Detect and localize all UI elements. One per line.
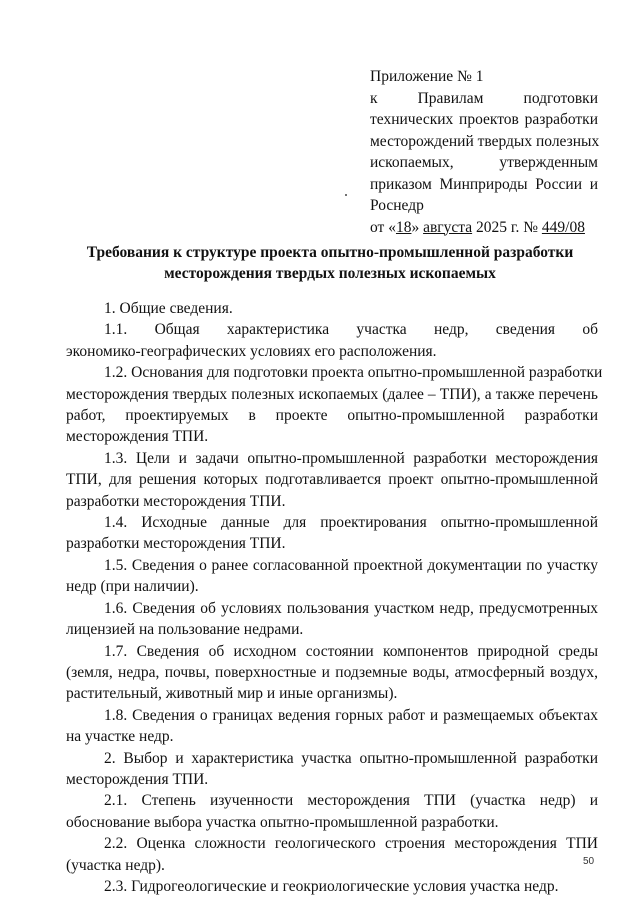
body-line: 1.4. Исходные данные для проектирования опытно-промышленной (104, 514, 598, 532)
document-body (66, 298, 603, 897)
annex-title: Приложение № 1 (370, 68, 484, 85)
annex-year: 2025 г. № (472, 218, 542, 236)
body-line: работ, проектируемых в проекте опытно-промышленной разработки (66, 407, 598, 425)
page-number: 50 (583, 856, 595, 867)
body-line: разработки месторождения ТПИ. (66, 492, 286, 510)
annex-date (370, 217, 598, 239)
annex-number: 449/08 (541, 218, 585, 236)
annex-date-prefix: от « (370, 218, 396, 236)
body-line: разработки месторождения ТПИ. (66, 535, 286, 553)
body-line: 1. Общие сведения. (104, 300, 233, 317)
body-line: 2.3. Гидрогеологические и геокриологические условия участка недр. (104, 877, 559, 895)
body-line: 1.5. Сведения о ранее согласованной проектной документации по участку (104, 556, 598, 574)
annex-line: ископаемых, утвержденным (370, 154, 598, 171)
body-line: 2.1. Степень изученности месторождения ТПИ (участка недр) и (104, 792, 598, 810)
body-line: обоснование выбора участка опытно-промышленной разработки. (66, 813, 499, 831)
body-line: 1.8. Сведения о границах ведения горных работ и размещаемых объектах (104, 706, 598, 724)
body-line: 2.2. Оценка сложности геологического строения месторождения ТПИ (104, 835, 598, 853)
annex-line: к Правилам подготовки (370, 89, 598, 107)
title-line: Требования к структуре проекта опытно-промышленной разработки (86, 244, 574, 261)
title-line: месторождения твердых полезных ископаемых (164, 265, 496, 282)
annex-block (370, 66, 598, 238)
annex-date-mid: » (411, 218, 424, 236)
body-line: на участке недр. (66, 728, 174, 746)
body-line: 2. Выбор и характеристика участка опытно-промышленной разработки (104, 749, 598, 767)
annex-day: 18 (395, 218, 412, 236)
body-line: месторождения твердых полезных ископаемых (далее – ТПИ), а также перечень (66, 385, 598, 403)
scan-speck (345, 194, 347, 196)
annex-line: приказом Минприроды России и (370, 175, 598, 193)
body-line: недр (при наличии). (66, 578, 199, 596)
body-line: ТПИ, для решения которых подготавливается проект опытно-промышленной (66, 471, 598, 489)
body-line: 1.6. Сведения об условиях пользования участком недр, предусмотренных (104, 599, 598, 617)
body-line: лицензией на пользование недрами. (66, 621, 304, 639)
body-line: 1.2. Основания для подготовки проекта опытно-промышленной разработки (104, 364, 603, 382)
body-line: месторождения ТПИ. (66, 770, 209, 788)
annex-line: Роснедр (370, 197, 424, 214)
body-line: (участка недр). (66, 856, 165, 874)
body-line: 1.3. Цели и задачи опытно-промышленной разработки месторождения (104, 449, 598, 467)
body-line: месторождения ТПИ. (66, 428, 209, 446)
annex-line: технических проектов разработки (370, 111, 598, 128)
body-line: 1.7. Сведения об исходном состоянии компонентов природной среды (104, 642, 598, 660)
document-title (60, 242, 600, 284)
body-line: 1.1. Общая характеристика участка недр, сведения об (104, 321, 598, 339)
body-line: растительный, животный мир и иные организмы). (66, 685, 398, 703)
body-line: (земля, недра, почвы, поверхностные и подземные воды, атмосферный воздух, (66, 663, 598, 681)
body-line: экономико-географических условиях его расположения. (66, 342, 437, 360)
annex-month: августа (423, 218, 473, 236)
annex-line: месторождений твердых полезных (370, 132, 600, 150)
